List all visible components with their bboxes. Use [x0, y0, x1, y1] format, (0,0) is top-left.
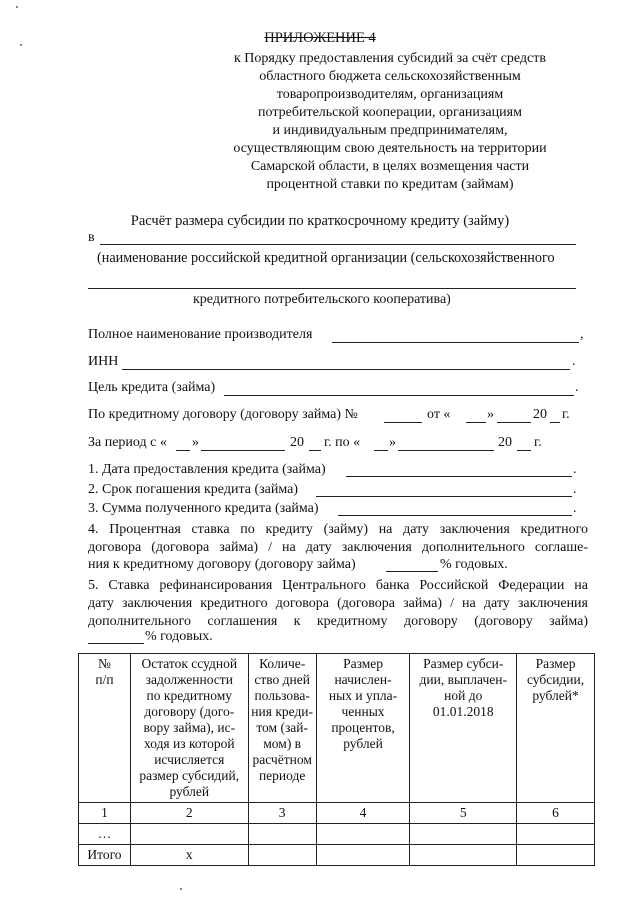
full-name-input[interactable]	[332, 342, 579, 343]
appendix-title: ПРИЛОЖЕНИЕ 4	[264, 30, 376, 46]
table-cell[interactable]	[410, 845, 517, 866]
item-4-line: 4. Процентная ставка по кредиту (займу) на дату заключения кредитного	[88, 522, 588, 537]
table-header-row	[79, 654, 595, 803]
table-cell[interactable]	[316, 845, 410, 866]
item-5-paragraph	[88, 577, 588, 631]
full-name-end: ,	[580, 327, 584, 342]
period-quote-close-2: »	[389, 435, 396, 450]
item-4-rate-input[interactable]	[386, 571, 438, 572]
purpose-input[interactable]	[224, 395, 574, 396]
contract-year-suffix: г.	[562, 407, 570, 422]
bank-name-field[interactable]	[100, 244, 576, 245]
item-1-label: 1. Дата предоставления кредита (займа)	[88, 462, 326, 477]
bank-caption-line1: (наименование российской кредитной организации (сельскохозяйственного	[97, 250, 555, 266]
item-5-rate-input[interactable]	[88, 643, 144, 644]
header-cell-number: № п/п	[79, 654, 131, 803]
inn-input[interactable]	[122, 369, 570, 370]
subtitle-line: областного бюджета сельскохозяйственным	[259, 69, 521, 84]
subtitle-line: осуществляющим свою деятельность на территории	[233, 141, 547, 156]
period-year1-input[interactable]	[309, 450, 321, 451]
header-cell-paid-subsidy: Размер субси- дии, выплачен- ной до 01.01.2018	[410, 654, 517, 803]
purpose-end: .	[575, 380, 579, 395]
item-2-label: 2. Срок погашения кредита (займа)	[88, 482, 298, 497]
period-month1-input[interactable]	[201, 450, 285, 451]
header-cell-subsidy: Размер субсидии, рублей*	[517, 654, 595, 803]
item-3-end: .	[573, 501, 577, 516]
contract-month-input[interactable]	[497, 422, 531, 423]
item-2-input[interactable]	[316, 496, 572, 497]
full-name-label: Полное наименование производителя	[88, 327, 313, 342]
item-3-input[interactable]	[338, 515, 572, 516]
table-cell[interactable]	[248, 845, 316, 866]
appendix-header	[0, 30, 640, 47]
table-row	[79, 824, 595, 845]
header-cell-interest: Размер начислен- ных и упла- ченных процентов, рублей	[316, 654, 410, 803]
contract-quote-close: »	[487, 407, 494, 422]
item-3-label: 3. Сумма полученного кредита (займа)	[88, 501, 319, 516]
total-label-cell: Итого	[79, 845, 131, 866]
item-4-rate-suffix: % годовых.	[440, 557, 508, 572]
period-quote-close-1: »	[192, 435, 199, 450]
period-mid: г. по «	[324, 435, 361, 450]
item-5-line: дату заключения кредитного договора (договора займа) / на дату заключения	[88, 596, 588, 611]
period-day1-input[interactable]	[176, 450, 190, 451]
item-4-line-3: ния к кредитному договору (договору займа)	[88, 557, 356, 572]
period-label: За период с «	[88, 435, 167, 450]
bank-caption-line2: кредитного потребительского кооператива)	[193, 292, 451, 307]
subsidy-table	[78, 653, 595, 866]
subtitle-line: процентной ставки по кредитам (займам)	[266, 177, 514, 192]
contract-year: 20	[533, 407, 547, 422]
bank-prefix: в	[88, 230, 95, 245]
contract-number-input[interactable]	[384, 422, 422, 423]
item-4-line: договора (договора займа) / на дату заключения дополнительного соглаше-	[88, 540, 588, 555]
contract-label: По кредитному договору (договору займа) №	[88, 407, 358, 422]
table-cell[interactable]	[248, 824, 316, 845]
table-cell: 1	[79, 803, 131, 824]
item-5-line: 5. Ставка рефинансирования Центрального банка Российской Федерации на	[88, 578, 588, 593]
period-year2-input[interactable]	[517, 450, 531, 451]
table-cell[interactable]	[130, 824, 248, 845]
header-cell-balance: Остаток ссудной задолженности по кредитному договору (дого- вору займа), ис- ходя из которой исчисляется размер субсидий, рублей	[130, 654, 248, 803]
subtitle-line: и индивидуальным предпринимателям,	[272, 123, 508, 138]
item-5-line: дополнительного соглашения к кредитному договору (договору займа)	[88, 614, 588, 629]
table-cell[interactable]: …	[79, 824, 131, 845]
item-1-input[interactable]	[346, 476, 572, 477]
period-year1: 20	[290, 435, 304, 450]
inn-label: ИНН	[88, 354, 119, 369]
subtitle-line: потребительской кооперации, организациям	[258, 105, 522, 120]
item-4-paragraph	[88, 521, 588, 557]
table-total-row	[79, 845, 595, 866]
inn-end: .	[572, 354, 576, 369]
purpose-label: Цель кредита (займа)	[88, 380, 216, 395]
table-cell: 6	[517, 803, 595, 824]
header-cell-days: Количе- ство дней пользова- ния креди- том (зай- мом) в расчётном периоде	[248, 654, 316, 803]
period-month2-input[interactable]	[398, 450, 494, 451]
period-suffix: г.	[534, 435, 542, 450]
appendix-subtitle	[195, 50, 585, 194]
table-cell: 3	[248, 803, 316, 824]
table-cell: 2	[130, 803, 248, 824]
table-cell[interactable]	[517, 845, 595, 866]
item-2-end: .	[573, 482, 577, 497]
contract-from: от «	[427, 407, 451, 422]
table-row	[79, 803, 595, 824]
table-cell[interactable]	[410, 824, 517, 845]
subtitle-line: к Порядку предоставления субсидий за счёт средств	[234, 51, 546, 66]
subtitle-line: товаропроизводителям, организациям	[276, 87, 504, 102]
table-cell[interactable]	[517, 824, 595, 845]
contract-day-input[interactable]	[466, 422, 486, 423]
subtitle-line: Самарской области, в целях возмещения части	[250, 159, 530, 174]
table-cell[interactable]	[316, 824, 410, 845]
scan-speck	[16, 6, 18, 8]
scan-speck	[180, 888, 182, 890]
contract-year-input[interactable]	[550, 422, 560, 423]
period-day2-input[interactable]	[374, 450, 388, 451]
bank-name-field-2[interactable]	[88, 288, 576, 289]
period-year2: 20	[498, 435, 512, 450]
document-title: Расчёт размера субсидии по краткосрочному кредиту (займу)	[130, 213, 510, 229]
table-cell: 5	[410, 803, 517, 824]
total-balance-cell: х	[130, 845, 248, 866]
table-cell: 4	[316, 803, 410, 824]
item-5-rate-suffix: % годовых.	[145, 629, 213, 644]
item-1-end: .	[573, 462, 577, 477]
